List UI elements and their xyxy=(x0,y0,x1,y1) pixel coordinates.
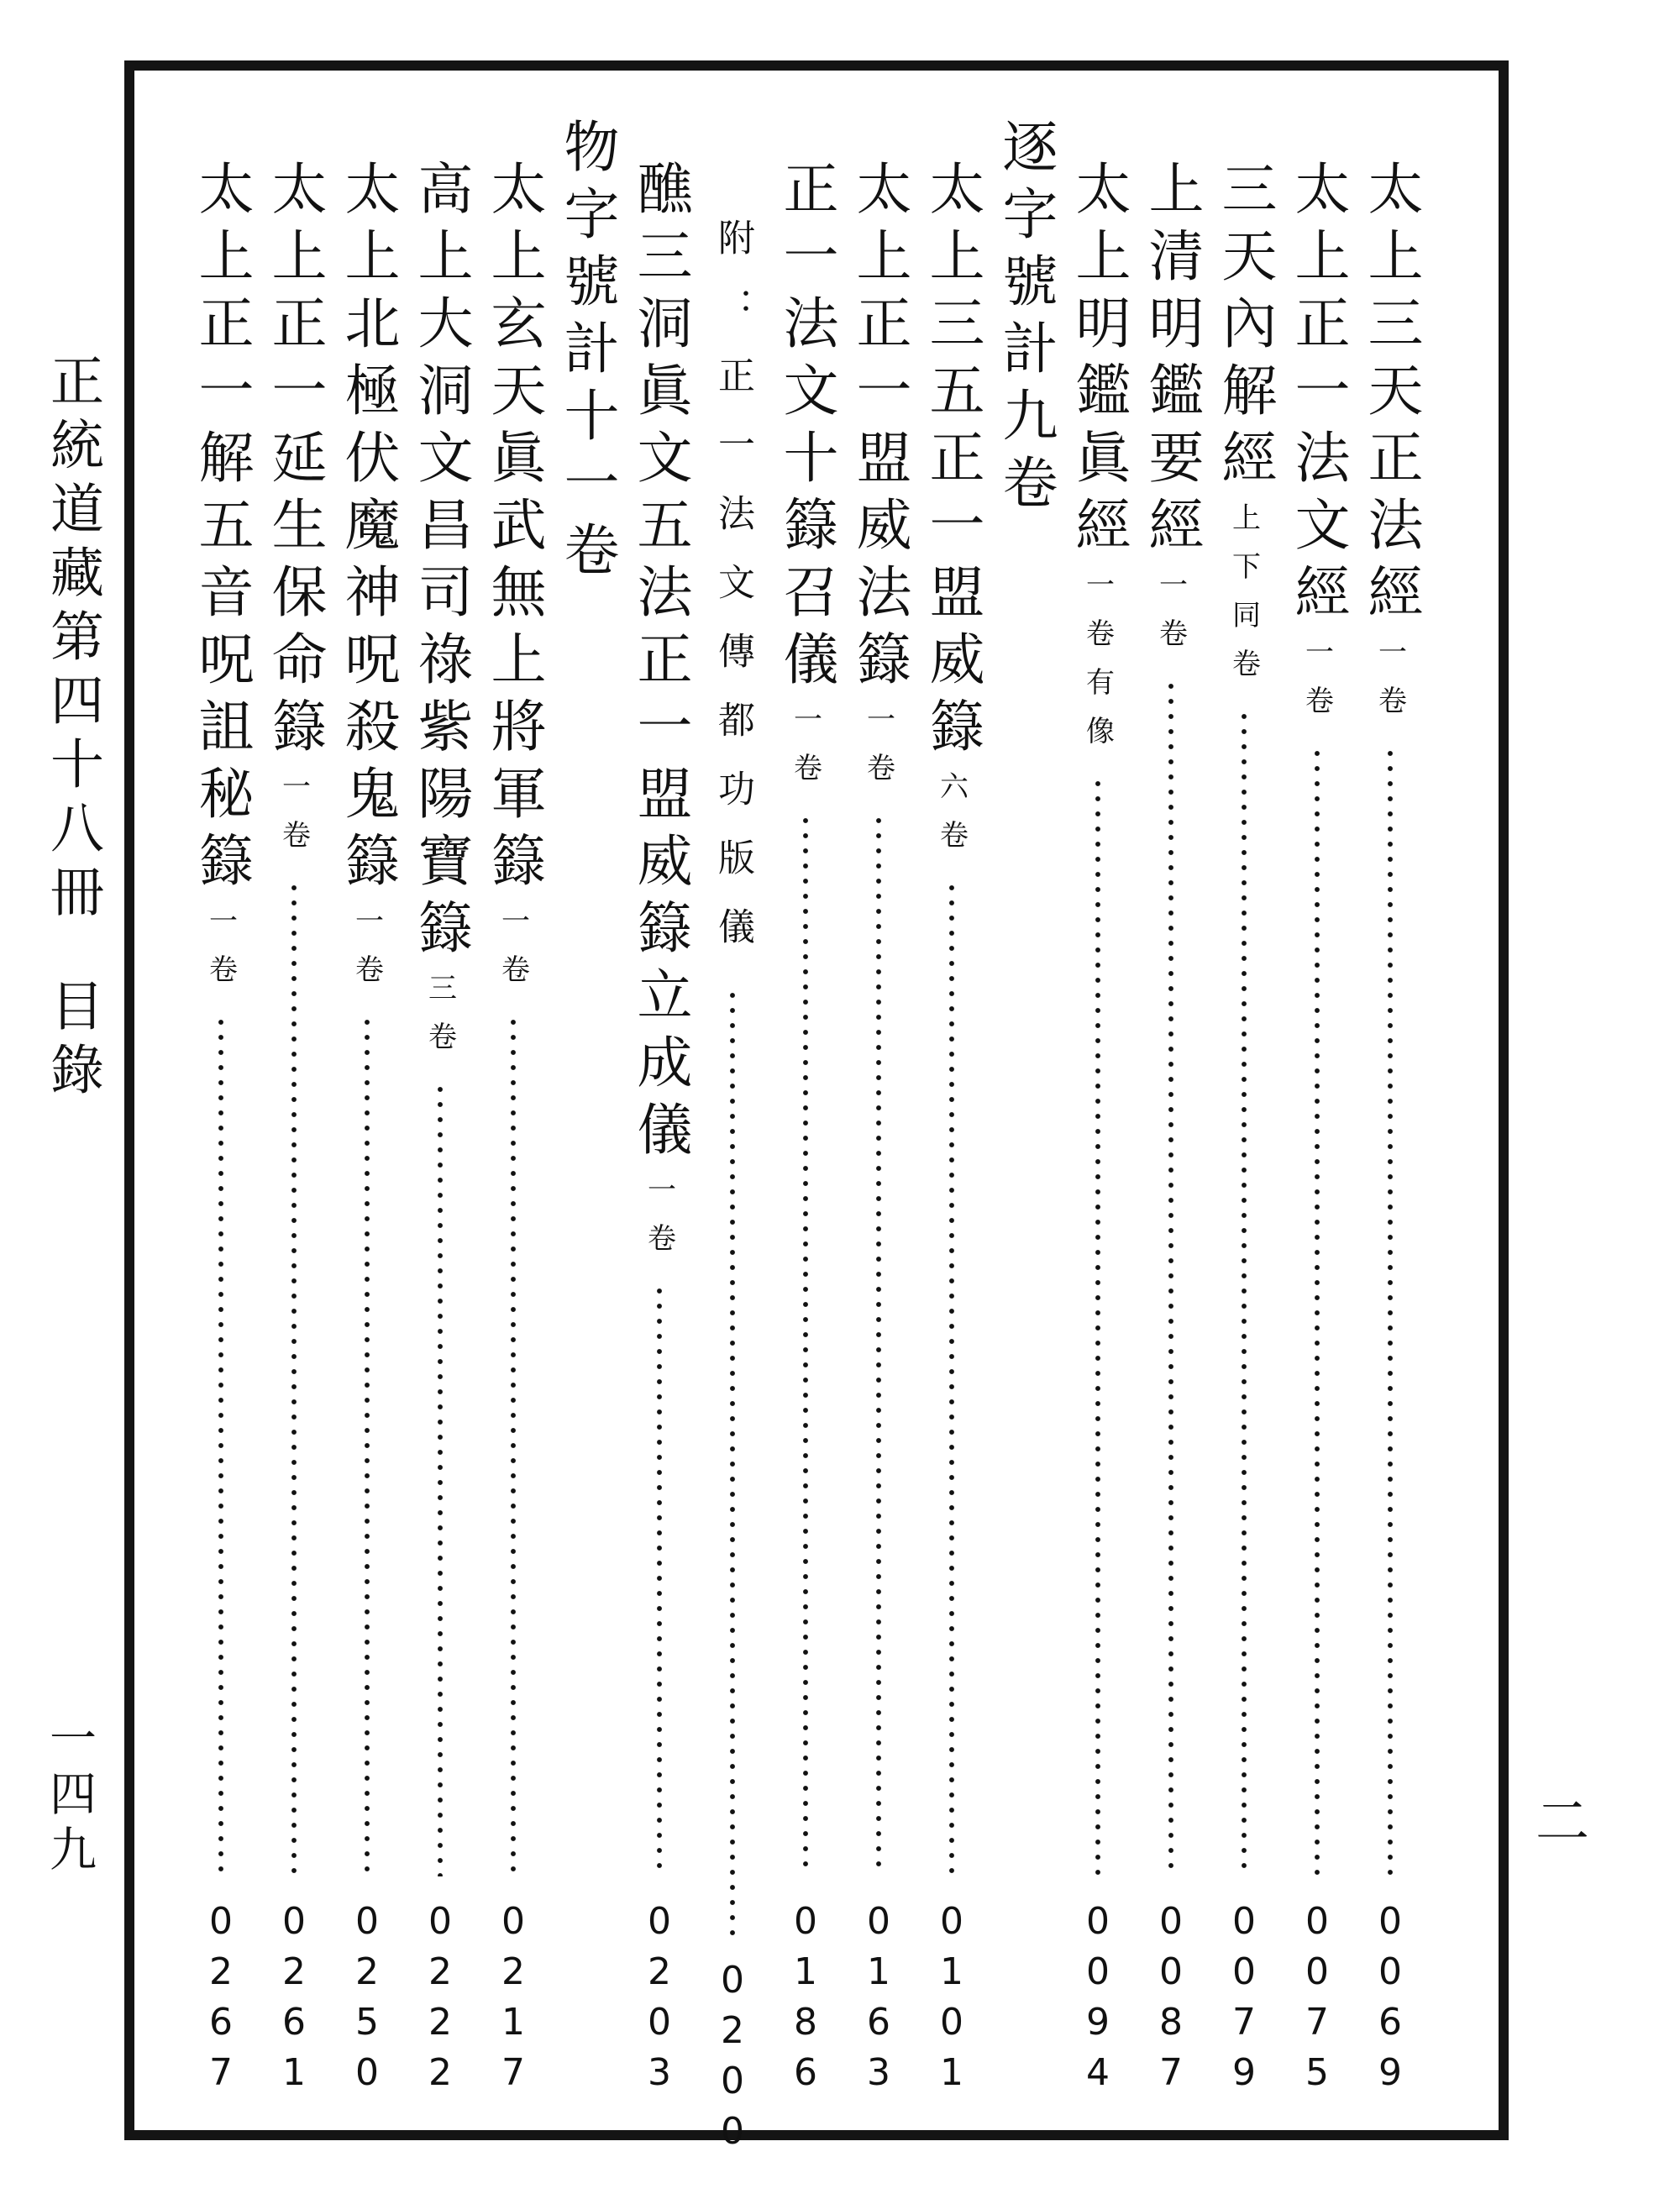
page-digit: 1 xyxy=(282,2051,306,2094)
leader-dots xyxy=(510,1015,517,1876)
page-digit: 3 xyxy=(867,2051,890,2094)
page-digit: 0 xyxy=(1378,1900,1402,1943)
entry-note: 一卷 xyxy=(496,905,530,1003)
heading-title: 物字號計十一卷 xyxy=(554,118,619,588)
entry-title: 醮三洞眞文五法正一盟威籙立成儀 xyxy=(627,160,692,1168)
toc-entry xyxy=(475,160,551,2094)
page-digit: 1 xyxy=(501,2001,525,2044)
entry-page xyxy=(768,1897,843,2098)
page-digit: 2 xyxy=(428,1950,452,1993)
page-digit: 6 xyxy=(1378,2001,1402,2044)
entry-page xyxy=(256,1897,332,2098)
page-digit: 0 xyxy=(1086,1900,1110,1943)
page-digit: 9 xyxy=(1086,2001,1110,2044)
toc-entry xyxy=(914,160,990,2094)
page-digit: 0 xyxy=(282,1900,306,1943)
toc-entry xyxy=(1060,160,1136,2094)
page-digit: 0 xyxy=(867,1900,890,1943)
page-digit: 0 xyxy=(1159,1950,1183,1993)
entry-note: 上下同卷 xyxy=(1226,502,1261,697)
page-digit: 5 xyxy=(1305,2051,1329,2094)
leader-dots xyxy=(1241,709,1247,1876)
page-digit: 0 xyxy=(1305,1950,1329,1993)
toc-entry xyxy=(768,160,843,2094)
page-digit: 7 xyxy=(1159,2051,1183,2094)
page-digit: 0 xyxy=(355,1900,379,1943)
leader-dots xyxy=(218,1015,224,1876)
leader-dots xyxy=(1387,746,1394,1876)
toc-entry xyxy=(695,218,770,2153)
page-digit: 3 xyxy=(648,2051,671,2094)
page-digit: 2 xyxy=(209,1950,233,1993)
entry-title: 太上北極伏魔神呪殺鬼籙 xyxy=(335,160,400,899)
margin-volume-title xyxy=(41,353,103,1105)
entry-note: 一卷 xyxy=(861,704,895,801)
heading-title: 逐字號計九卷 xyxy=(993,118,1058,521)
entry-title: 太上三天正法經 xyxy=(1358,160,1423,630)
entry-note: 一卷 xyxy=(1373,637,1407,734)
page-digit: 0 xyxy=(501,1900,525,1943)
page-digit: 0 xyxy=(355,2051,379,2094)
toc-entry xyxy=(329,160,405,2094)
page-digit: 7 xyxy=(209,2051,233,2094)
entry-page xyxy=(1133,1897,1209,2098)
page-digit: 2 xyxy=(501,1950,525,1993)
leader-dots xyxy=(291,880,297,1876)
page-digit: 8 xyxy=(794,2001,817,2044)
entry-title: 太上正一解五音呪詛秘籙 xyxy=(189,160,254,899)
page-digit: 0 xyxy=(940,1900,963,1943)
page-digit: 0 xyxy=(1305,1900,1329,1943)
page-digit: 0 xyxy=(721,2110,744,2153)
entry-note: 一卷 xyxy=(788,704,822,801)
page-digit: 0 xyxy=(1232,1900,1256,1943)
page-digit: 0 xyxy=(940,2001,963,2044)
page-digit: 2 xyxy=(428,2001,452,2044)
entry-page xyxy=(914,1897,990,2098)
entry-title: 太上三五正一盟威籙 xyxy=(920,160,984,764)
entry-note: 一卷 xyxy=(1299,637,1334,734)
page-digit: 2 xyxy=(355,1950,379,1993)
page-digit: 0 xyxy=(1378,1950,1402,1993)
volume-title: 正統道藏第四十八冊 xyxy=(41,353,103,927)
page-digit: 0 xyxy=(209,1900,233,1943)
entry-page xyxy=(1060,1897,1136,2098)
toc-entry xyxy=(1133,160,1209,2094)
entry-title: 太上正一延生保命籙 xyxy=(262,160,327,764)
entry-note: 一卷 xyxy=(349,905,384,1003)
leader-dots xyxy=(1314,746,1320,1876)
entry-title: 附：正一法文傳都功版儀 xyxy=(711,218,754,976)
leader-dots xyxy=(1168,679,1174,1876)
page-digit: 1 xyxy=(794,1950,817,1993)
entry-page xyxy=(402,1897,478,2098)
leader-dots xyxy=(437,1082,444,1876)
page-digit: 7 xyxy=(501,2051,525,2094)
section-heading xyxy=(987,118,1063,521)
page-digit: 2 xyxy=(648,1950,671,1993)
page-digit: 0 xyxy=(428,1900,452,1943)
toc-entry xyxy=(1279,160,1355,2094)
page-digit: 6 xyxy=(282,2001,306,2044)
entry-page xyxy=(1206,1897,1282,2098)
entry-title: 三天內解經 xyxy=(1212,160,1277,496)
entry-title: 太上正一法文經 xyxy=(1285,160,1350,630)
entry-title: 上清明鑑要經 xyxy=(1139,160,1204,563)
section-label: 目錄 xyxy=(41,978,103,1105)
entry-page xyxy=(329,1897,405,2098)
entry-title: 太上正一盟威法籙 xyxy=(847,160,911,697)
toc-entry xyxy=(402,160,478,2094)
page-digit: 2 xyxy=(721,2009,744,2052)
entry-note: 一卷 xyxy=(1153,569,1188,667)
page-digit: 6 xyxy=(867,2001,890,2044)
entry-note: 一卷有像 xyxy=(1080,569,1115,764)
page-digit: 0 xyxy=(648,1900,671,1943)
entry-title: 太上明鑑眞經 xyxy=(1066,160,1131,563)
entry-page xyxy=(695,1955,770,2157)
entry-page xyxy=(1279,1897,1355,2098)
toc-entry xyxy=(256,160,332,2094)
entry-note: 一卷 xyxy=(276,771,311,869)
entry-note: 六卷 xyxy=(934,771,969,869)
section-heading xyxy=(549,118,624,588)
page-digit: 2 xyxy=(428,2051,452,2094)
leader-dots xyxy=(948,880,955,1876)
page-digit: 0 xyxy=(721,1959,744,2002)
entry-page xyxy=(1352,1897,1428,2098)
leader-dots xyxy=(364,1015,370,1876)
entry-page xyxy=(622,1897,697,2098)
page-digit: 9 xyxy=(1232,2051,1256,2094)
entry-page xyxy=(475,1897,551,2098)
page-digit: 0 xyxy=(1159,1900,1183,1943)
page-digit: 0 xyxy=(1086,1950,1110,1993)
toc-entry xyxy=(183,160,259,2094)
page-digit: 9 xyxy=(1378,2051,1402,2094)
page-digit: 2 xyxy=(282,1950,306,1993)
leader-dots xyxy=(656,1283,663,1876)
leader-dots xyxy=(802,813,809,1876)
leader-dots xyxy=(875,813,882,1876)
leader-dots xyxy=(729,988,736,1935)
page-digit: 4 xyxy=(1086,2051,1110,2094)
entry-note: 一卷 xyxy=(642,1174,676,1272)
page-digit: 6 xyxy=(209,2001,233,2044)
page-digit: 0 xyxy=(648,2001,671,2044)
entry-title: 高上大洞文昌司祿紫陽寶籙 xyxy=(408,160,473,966)
entry-note: 三卷 xyxy=(423,973,457,1070)
toc-entry xyxy=(1352,160,1428,2094)
right-page-marker: 二 xyxy=(1536,1792,1589,1854)
page-digit: 0 xyxy=(794,1900,817,1943)
page-digit: 1 xyxy=(940,1950,963,1993)
page-digit: 0 xyxy=(721,2060,744,2102)
entry-page xyxy=(183,1897,259,2098)
page-digit: 5 xyxy=(355,2001,379,2044)
page-digit: 8 xyxy=(1159,2001,1183,2044)
toc-entry xyxy=(622,160,697,2094)
entry-title: 太上玄天眞武無上將軍籙 xyxy=(481,160,546,899)
entry-page xyxy=(841,1897,916,2098)
entry-note: 一卷 xyxy=(203,905,238,1003)
toc-entry xyxy=(1206,160,1282,2094)
page-digit: 1 xyxy=(867,1950,890,1993)
leader-dots xyxy=(1095,776,1101,1876)
page-digit: 7 xyxy=(1305,2001,1329,2044)
page-digit: 7 xyxy=(1232,2001,1256,2044)
page-digit: 1 xyxy=(940,2051,963,2094)
entry-title: 正一法文十籙召儀 xyxy=(774,160,838,697)
toc-entry xyxy=(841,160,916,2094)
page-digit: 0 xyxy=(1232,1950,1256,1993)
page-digit: 6 xyxy=(794,2051,817,2094)
margin-page-number: 一四九 xyxy=(42,1714,97,1880)
